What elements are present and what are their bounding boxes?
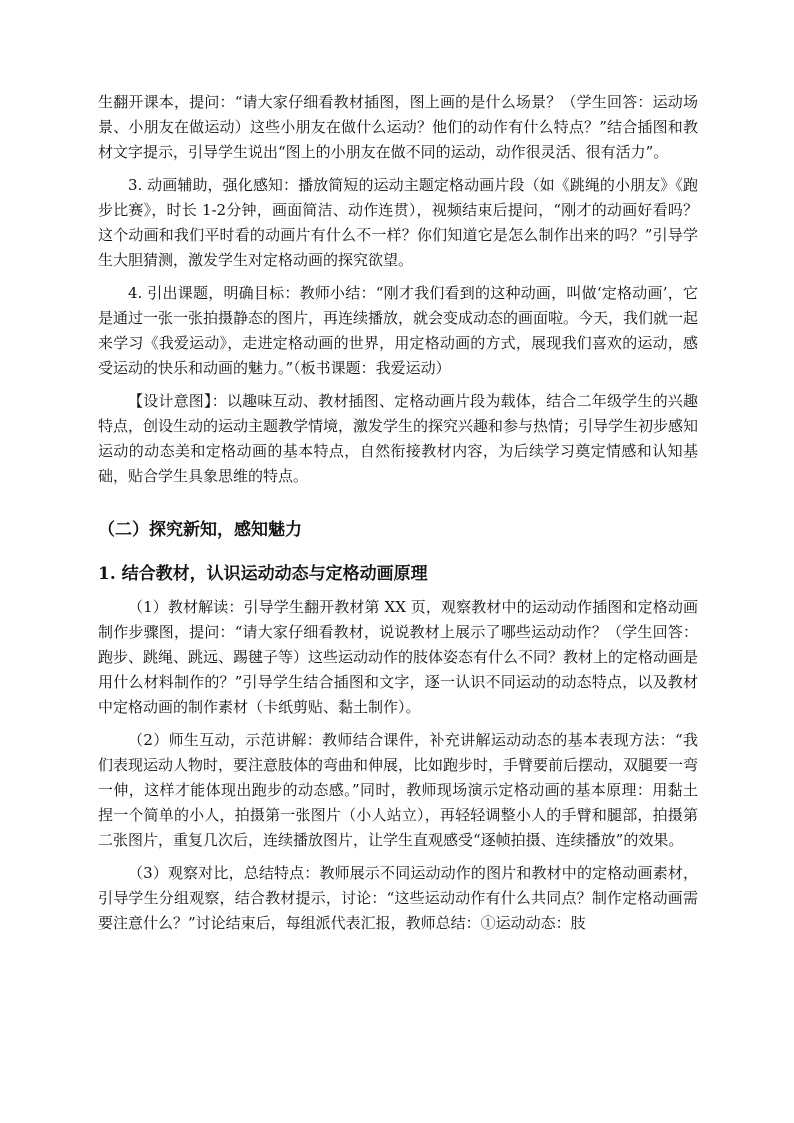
- document-page: [98, 90, 698, 936]
- paragraph-teacher-demo: （2）师生互动，示范讲解：教师结合课件，补充讲解运动动态的基本表现方法：“我们表现运动人物时，要注意肢体的弯曲和伸展，比如跑步时，手臂要前后摆动，双腿要一弯一伸，这样才能体现出跑步的动态感。”同时，教师现场演示定格动画的基本原理：用黏土捏一个简单的小人，拍摄第一张图片（小人站立），再轻轻调整小人的手臂和腿部，拍摄第二张图片，重复几次后，连续播放图片，让学生直观感受“逐帧拍摄、连续播放”的效果。: [98, 731, 699, 849]
- paragraph-textbook-reading: （1）教材解读：引导学生翻开教材第 XX 页，观察教材中的运动动作插图和定格动画制作步骤图，提问：“请大家仔细看教材，说说教材上展示了哪些运动动作？（学生回答：跑步、跳绳、跳远、踢毽子等）这些运动动作的肢体姿态有什么不同？教材上的定格动画是用什么材料制作的？”引导学生结合插图和文字，逐一认识不同运动的动态特点，以及教材中定格动画的制作素材（卡纸剪贴、黏土制作）。: [98, 598, 699, 716]
- paragraph-intro-continued: 生翻开课本，提问：“请大家仔细看教材插图，图上画的是什么场景？（学生回答：运动场景、小朋友在做运动）这些小朋友在做什么运动？他们的动作有什么特点？”结合插图和教材文字提示，引导学生说出“图上的小朋友在做不同的运动，动作很灵活、很有活力”。: [98, 93, 698, 161]
- paragraph-design-intent: 【设计意图】：以趣味互动、教材插图、定格动画片段为载体，结合二年级学生的兴趣特点，创设生动的运动主题教学情境，激发学生的探究兴趣和参与热情；引导学生初步感知运动的动态美和定格动画的基本特点，自然衔接教材内容，为后续学习奠定情感和认知基础，贴合学生具象思维的特点。: [98, 392, 699, 485]
- paragraph-animation-assist: 3. 动画辅助，强化感知：播放简短的运动主题定格动画片段（如《跳绳的小朋友》《跑步比赛》，时长 1-2分钟，画面简洁、动作连贯），视频结束后提问，“刚才的动画好看吗？这个动画和我们平时看的动画片有什么不一样？你们知道它是怎么制作出来的吗？”引导学生大胆猜测，激发学生对定格动画的探究欲望。: [98, 176, 698, 269]
- subsection-heading: 1. 结合教材，认识运动动态与定格动画原理: [98, 564, 428, 584]
- section-heading: （二）探究新知，感知魅力: [98, 520, 302, 540]
- paragraph-introduce-topic: 4. 引出课题，明确目标：教师小结：“刚才我们看到的这种动画，叫做‘定格动画’，它是通过一张一张拍摄静态的图片，再连续播放，就会变成动态的画面啦。今天，我们就一起来学习《我爱运动》，走进定格动画的世界，用定格动画的方式，展现我们喜欢的运动，感受运动的快乐和动画的魅力。”（板书课题：我爱运动）: [98, 284, 699, 377]
- paragraph-observe-compare: （3）观察对比，总结特点：教师展示不同运动动作的图片和教材中的定格动画素材，引导学生分组观察，结合教材提示，讨论：“这些运动动作有什么共同点？制作定格动画需要注意什么？”讨论结束后，每组派代表汇报，教师总结：①运动动态：肢: [98, 864, 698, 932]
